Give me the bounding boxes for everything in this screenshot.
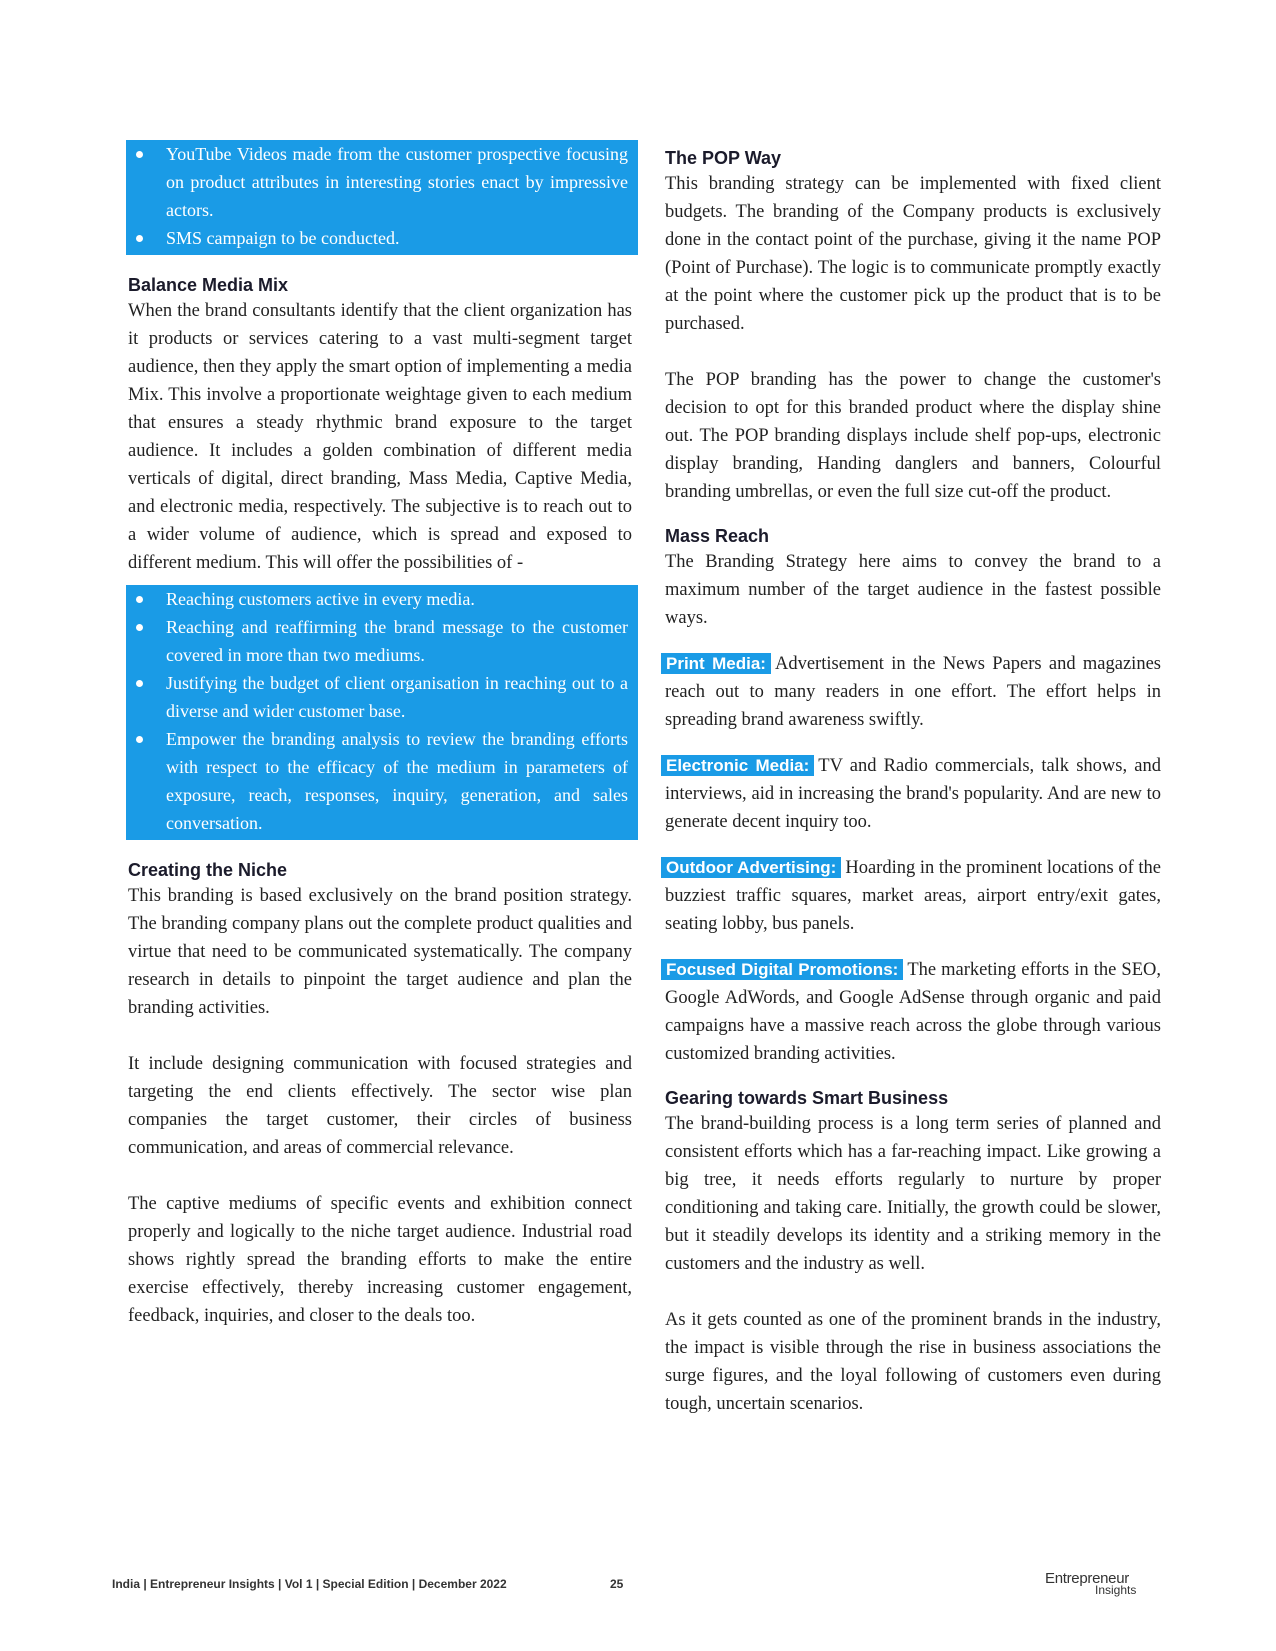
section-heading-mass-reach: Mass Reach xyxy=(665,526,770,546)
bullet-icon xyxy=(136,235,143,242)
bullet-list xyxy=(136,140,628,252)
publication-logo xyxy=(1045,1570,1155,1597)
list-item: Empower the branding analysis to review the branding efforts with respect to the efficacy of the medium in parameters of exposure, reach, responses, inquiry, generation, and sales conversation. xyxy=(136,725,628,837)
list-item: YouTube Videos made from the customer prospective focusing on product attributes in interesting stories enact by impressive actors. xyxy=(136,140,628,224)
electronic-media-label: Electronic Media: xyxy=(661,755,814,776)
outdoor-advertising-label: Outdoor Advertising: xyxy=(661,857,841,878)
right-column xyxy=(665,146,1161,1418)
pop-paragraph-1: This branding strategy can be implemented with fixed client budgets. The branding of the Company products is exclusively done in the contact point of the purchase, giving it the name POP (Point of Purchase). The logic is to communicate promptly exactly at the point where the customer pick up the product that is to be purchased. xyxy=(665,174,1161,334)
niche-paragraph-2: It include designing communication with focused strategies and targeting the end clients effectively. The sector wise plan companies the target customer, their circles of business communication, and areas of commercial relevance. xyxy=(128,1054,632,1158)
niche-paragraph-1: This branding is based exclusively on the brand position strategy. The branding company plans out the complete product qualities and virtue that need to be communicated systematically. The company research in details to pinpoint the target audience and plan the branding activities. xyxy=(128,886,632,1018)
mass-reach-paragraph: The Branding Strategy here aims to convey the brand to a maximum number of the target audience in the fastest possible ways. xyxy=(665,552,1161,628)
smart-business-paragraph-1: The brand-building process is a long term series of planned and consistent efforts which has a far-reaching impact. Like growing a big tree, it needs efforts regularly to nurture by proper conditioning and taking care. Initially, the growth could be slower, but it steadily develops its identity and a striking memory in the customers and the industry as well. xyxy=(665,1114,1161,1274)
balance-paragraph: When the brand consultants identify that the client organization has it products or services catering to a vast multi-segment target audience, then they apply the smart option of implementing a media Mix. This involve a proportionate weightage given to each medium that ensures a steady rhythmic brand exposure to the target audience. It includes a golden combination of different media verticals of digital, direct branding, Mass Media, Captive Media, and electronic media, respectively. The subjective is to reach out to a wider volume of audience, which is spread and exposed to different medium. This will offer the possibilities of - xyxy=(128,301,632,573)
digital-promotions-paragraph: Focused Digital Promotions: The marketing efforts in the SEO, Google AdWords, and Google AdSense through organic and paid campaigns have a massive reach across the globe through various customized branding activities. xyxy=(665,956,1161,1068)
print-media-label: Print Media: xyxy=(661,653,771,674)
highlight-box-top xyxy=(126,140,638,255)
bullet-list xyxy=(136,585,628,837)
outdoor-advertising-paragraph: Outdoor Advertising: Hoarding in the prominent locations of the buzziest traffic squares, market areas, airport entry/exit gates, seating lobby, bus panels. xyxy=(665,854,1161,938)
bullet-icon xyxy=(136,736,143,743)
section-heading-niche: Creating the Niche xyxy=(128,860,288,880)
logo-line-2: Insights xyxy=(1095,1583,1137,1597)
list-item: SMS campaign to be conducted. xyxy=(136,224,628,252)
left-column xyxy=(128,140,632,1330)
section-heading-balance: Balance Media Mix xyxy=(128,275,289,295)
list-item: Reaching customers active in every media. xyxy=(136,585,628,613)
bullet-icon xyxy=(136,151,143,158)
smart-business-paragraph-2: As it gets counted as one of the prominent brands in the industry, the impact is visible through the rise in business associations the surge figures, and the loyal following of customers even during tough, uncertain scenarios. xyxy=(665,1310,1161,1414)
section-heading-pop: The POP Way xyxy=(665,148,782,168)
logo-line-1: Entrepreneur xyxy=(1045,1570,1129,1587)
bullet-icon xyxy=(136,680,143,687)
electronic-media-paragraph: Electronic Media: TV and Radio commercials, talk shows, and interviews, aid in increasing the brand's popularity. And are new to generate decent inquiry too. xyxy=(665,752,1161,836)
list-item: Justifying the budget of client organisation in reaching out to a diverse and wider customer base. xyxy=(136,669,628,725)
list-item: Reaching and reaffirming the brand message to the customer covered in more than two mediums. xyxy=(136,613,628,669)
footer-publication: India | Entrepreneur Insights | Vol 1 | Special Edition | December 2022 xyxy=(112,1577,507,1591)
print-media-paragraph: Print Media: Advertisement in the News Papers and magazines reach out to many readers in one effort. The effort helps in spreading brand awareness swiftly. xyxy=(665,650,1161,734)
bullet-icon xyxy=(136,596,143,603)
section-heading-smart-business: Gearing towards Smart Business xyxy=(665,1088,949,1108)
highlight-box-mid xyxy=(126,585,638,840)
digital-promotions-label: Focused Digital Promotions: xyxy=(661,959,903,980)
pop-paragraph-2: The POP branding has the power to change the customer's decision to opt for this branded product where the display shine out. The POP branding displays include shelf pop-ups, electronic display branding, Handing danglers and banners, Colourful branding umbrellas, or even the full size cut-off the product. xyxy=(665,370,1161,502)
niche-paragraph-3: The captive mediums of specific events and exhibition connect properly and logically to the niche target audience. Industrial road shows rightly spread the branding efforts to make the entire exercise effectively, thereby increasing customer engagement, feedback, inquiries, and closer to the deals too. xyxy=(128,1194,632,1326)
bullet-icon xyxy=(136,624,143,631)
page-number: 25 xyxy=(610,1577,624,1591)
